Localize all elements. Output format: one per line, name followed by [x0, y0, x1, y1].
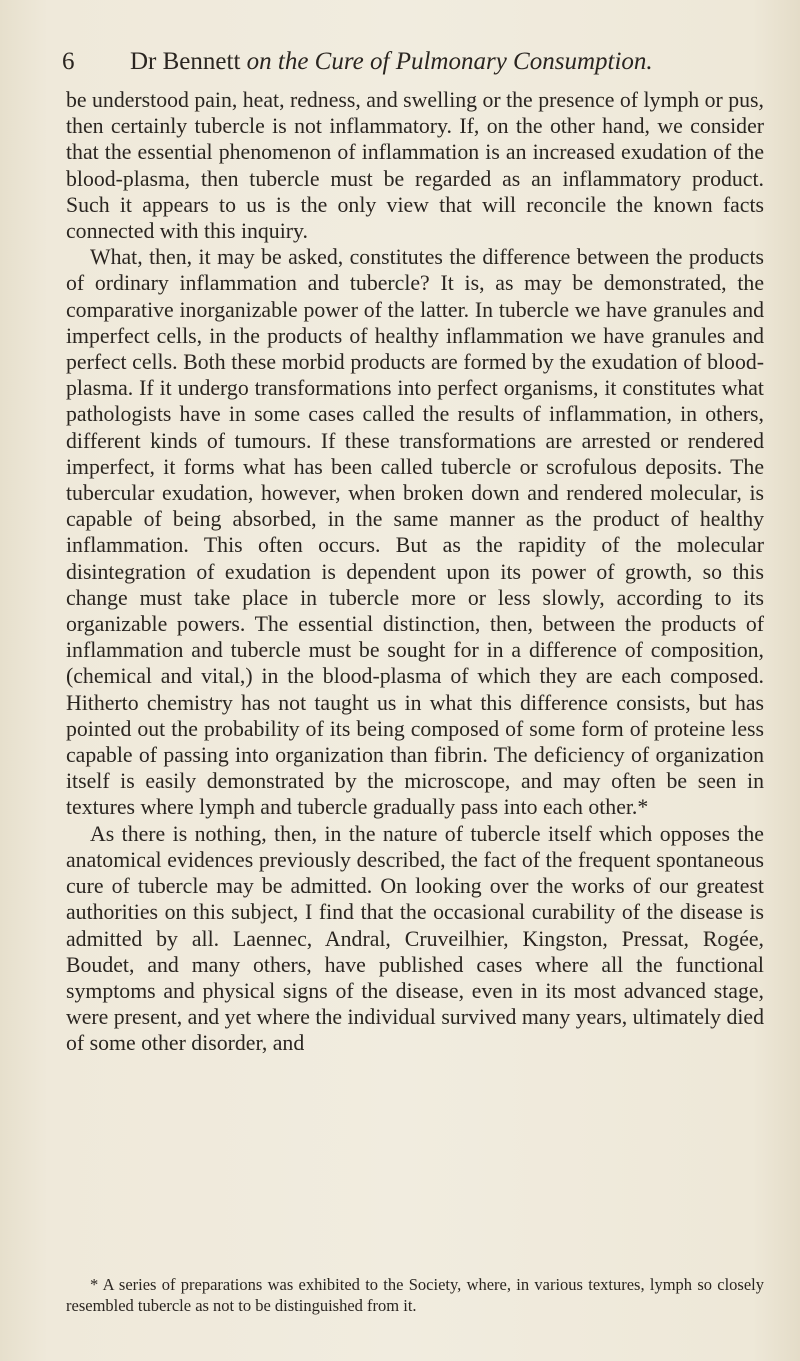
- running-title: [130, 48, 653, 76]
- body-text: [66, 87, 764, 1057]
- running-header: [62, 48, 762, 84]
- paragraph-continuation: be understood pain, heat, redness, and swelling or the presence of lymph or pus, then certainly tubercle is not inflammatory. If, on the other hand, we consider that the essential phenomenon of inflammation is an increased exudation of the blood-plasma, then tubercle must be regarded as an inflammatory product. Such it appears to us is the only view that will reconcile the known facts connected with this inquiry.: [66, 88, 764, 244]
- paragraph-curability: As there is nothing, then, in the nature of tubercle itself which opposes the anatomical evidences previously described, the fact of the frequent spontaneous cure of tubercle may be admitted. On looking over the works of our greatest authorities on this subject, I find that the occasional curability of the disease is admitted by all. Laennec, Andral, Cruveilhier, Kingston, Pressat, Rogée, Boudet, and many others, have published cases where all the functional symptoms and physical signs of the disease, even in its most advanced stage, were present, and yet where the individual survived many years, ultimately died of some other disorder, and: [66, 821, 764, 1056]
- page-number: 6: [62, 48, 75, 75]
- footnote: * A series of preparations was exhibited to the Society, where, in various textures, lymph so closely resembled tubercle as not to be distinguished from it.: [66, 1275, 764, 1315]
- running-title-author: Dr Bennett: [130, 48, 241, 75]
- running-title-subject: on the Cure of Pulmonary Consumption.: [246, 48, 653, 75]
- paragraph-difference: What, then, it may be asked, constitutes the difference between the products of ordinary inflammation and tubercle? It is, as may be demonstrated, the comparative inorganizable power of the latter. In tubercle we have granules and imperfect cells, in the products of healthy inflammation we have granules and perfect cells. Both these morbid products are formed by the exudation of blood-plasma. If it undergo transformations into perfect organisms, it constitutes what pathologists have in some cases called the results of inflammation, in others, different kinds of tumours. If these transformations are arrested or rendered imperfect, it forms what has been called tubercle or scrofulous deposits. The tubercular exudation, however, when broken down and rendered molecular, is capable of being absorbed, in the same manner as the product of healthy inflammation. This often occurs. But as the rapidity of the molecular disintegration of exudation is dependent upon its power of growth, so this change must take place in tubercle more or less slowly, according to its organizable powers. The essential distinction, then, between the products of inflammation and tubercle must be sought for in a difference of composition, (chemical and vital,) in the blood-plasma of which they are each composed. Hitherto chemistry has not taught us in what this difference consists, but has pointed out the probability of its being composed of some form of proteine less capable of passing into organization than fibrin. The deficiency of organization itself is easily demonstrated by the microscope, and may often be seen in textures where lymph and tubercle gradually pass into each other.*: [66, 245, 764, 820]
